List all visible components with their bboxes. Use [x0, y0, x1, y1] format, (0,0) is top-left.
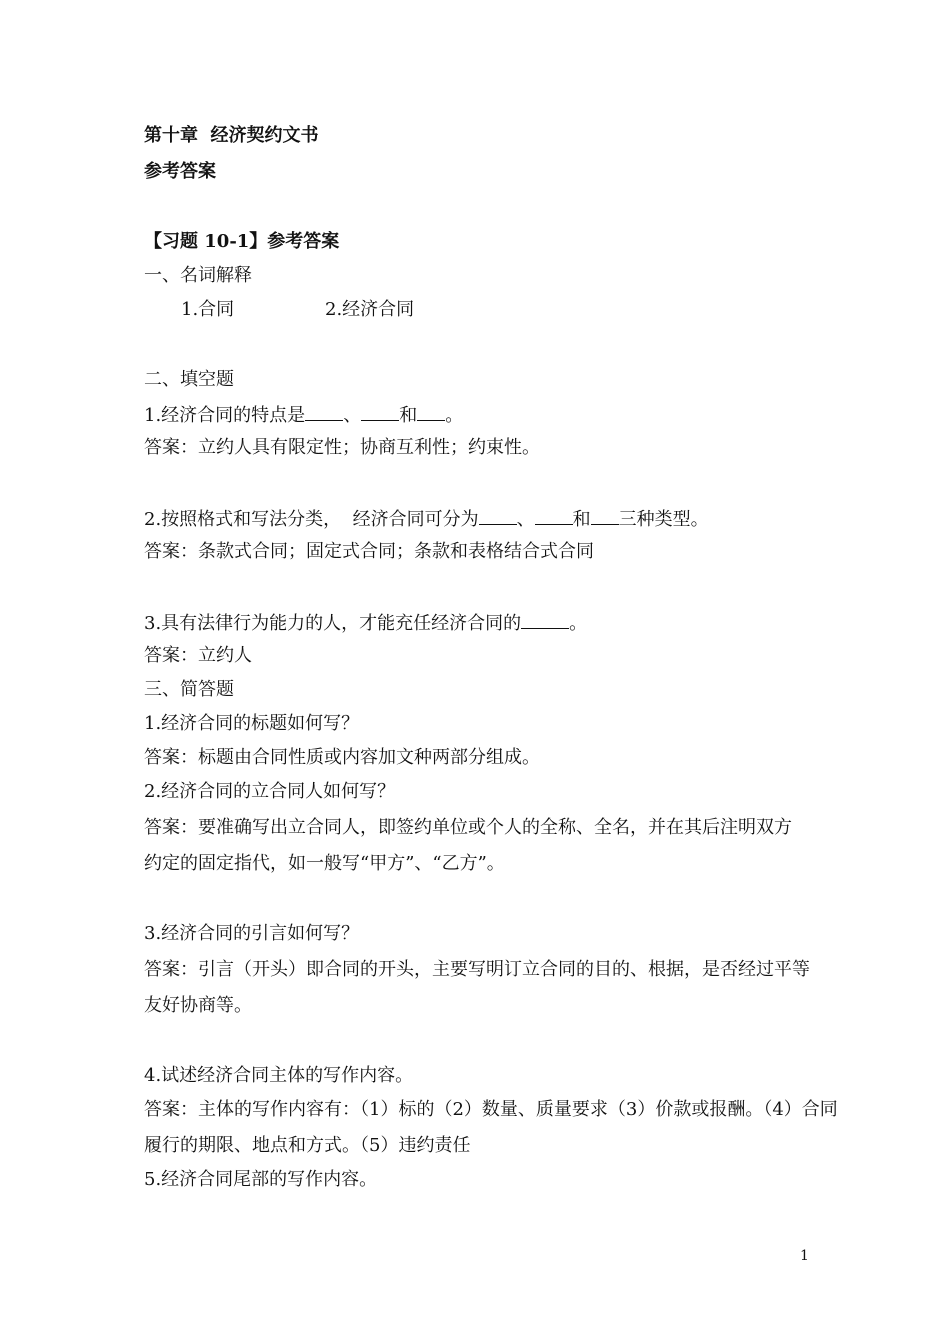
- term-2: 2.经济合同: [325, 299, 415, 320]
- answer-blank: [521, 610, 569, 629]
- short-answer-4-line1: 答案：主体的写作内容有：（1）标的（2）数量、质量要求（3）价款或报酬。（4）合同: [144, 1099, 838, 1120]
- subtitle: 参考答案: [144, 161, 216, 182]
- answer-blank: [417, 402, 445, 421]
- answer-blank: [591, 506, 619, 525]
- short-question-2: 2.经济合同的立合同人如何写？: [144, 781, 396, 802]
- answer-blank: [535, 506, 573, 525]
- short-answer-2-line2: 约定的固定指代，如一般写“甲方”、“乙方”。: [144, 853, 505, 874]
- fill-answer-3: 答案：立约人: [144, 645, 252, 666]
- short-answer-2-line1: 答案：要准确写出立合同人，即签约单位或个人的全称、全名，并在其后注明双方: [144, 817, 792, 838]
- answer-blank: [305, 402, 343, 421]
- answer-blank: [479, 506, 517, 525]
- fill-answer-1: 答案：立约人具有限定性；协商互利性；约束性。: [144, 437, 540, 458]
- answer-blank: [361, 402, 399, 421]
- short-question-1: 1.经济合同的标题如何写？: [144, 713, 360, 734]
- fill-question-1: 1.经济合同的特点是 、 和 。: [144, 402, 463, 428]
- short-question-4: 4.试述经济合同主体的写作内容。: [144, 1065, 414, 1086]
- term-1: 1.合同: [181, 299, 235, 320]
- short-question-5: 5.经济合同尾部的写作内容。: [144, 1169, 378, 1190]
- short-answer-4-line2: 履行的期限、地点和方式。（5）违约责任: [144, 1135, 471, 1156]
- short-question-3: 3.经济合同的引言如何写？: [144, 923, 360, 944]
- section3-title: 三、简答题: [144, 679, 234, 700]
- fill-question-2: 2.按照格式和写法分类， 经济合同可分为 、 和 三种类型。: [144, 506, 709, 532]
- short-answer-1: 答案：标题由合同性质或内容加文种两部分组成。: [144, 747, 540, 768]
- section1-title: 一、名词解释: [144, 265, 252, 286]
- page-number: 1: [800, 1248, 809, 1264]
- exercise-heading: 【习题 10-1】参考答案: [144, 231, 340, 252]
- fill-answer-2: 答案：条款式合同；固定式合同；条款和表格结合式合同: [144, 541, 594, 562]
- fill-question-3: 3.具有法律行为能力的人，才能充任经济合同的 。: [144, 610, 587, 636]
- section2-title: 二、填空题: [144, 369, 234, 390]
- short-answer-3-line1: 答案：引言（开头）即合同的开头，主要写明订立合同的目的、根据，是否经过平等: [144, 959, 810, 980]
- short-answer-3-line2: 友好协商等。: [144, 995, 252, 1016]
- chapter-title: 第十章 经济契约文书: [144, 125, 319, 146]
